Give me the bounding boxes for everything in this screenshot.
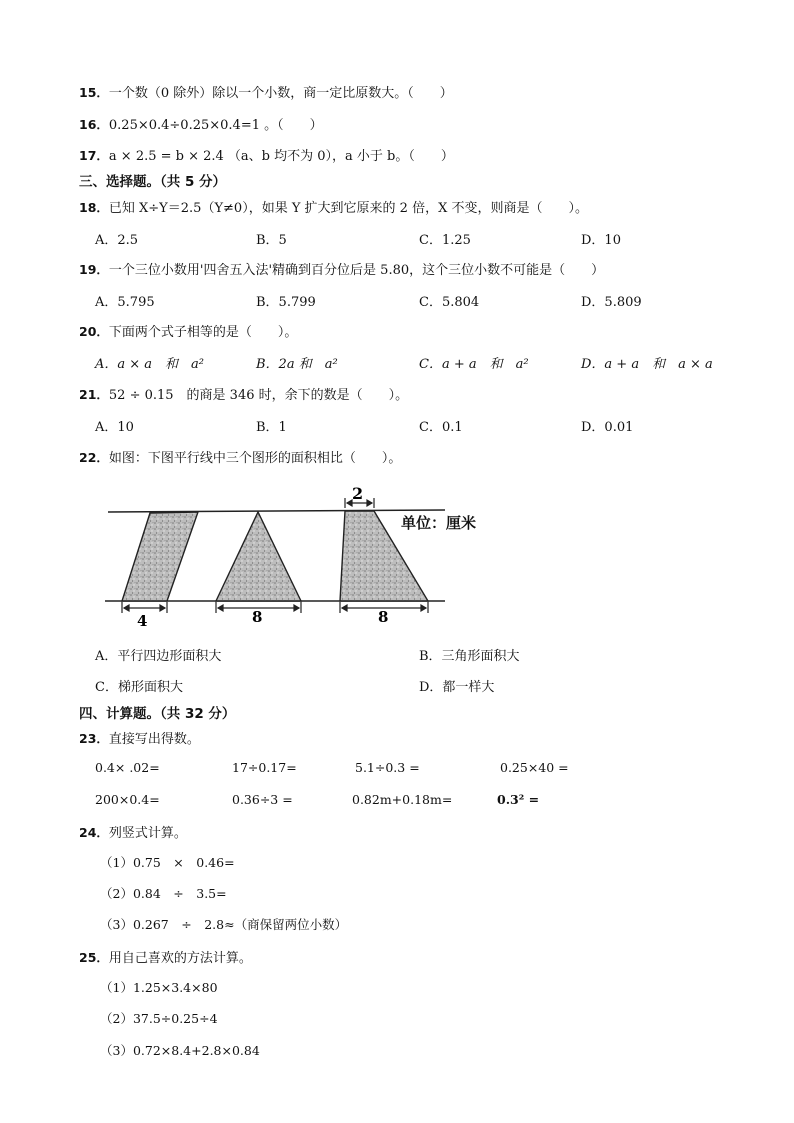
question-number: 20． <box>79 324 109 339</box>
calc-item: 17÷0.17= <box>232 760 297 775</box>
q21-option-c[interactable]: C．0.1 <box>419 420 463 435</box>
calc-item: 0.36÷3 = <box>232 792 293 807</box>
q19-option-a[interactable]: A．5.795 <box>95 295 155 310</box>
q18-option-c[interactable]: C．1.25 <box>419 233 471 248</box>
question-number: 23． <box>79 731 109 746</box>
q18-option-d[interactable]: D．10 <box>581 233 621 248</box>
q18-option-a[interactable]: A．2.5 <box>95 233 139 248</box>
dimension-label-parallelogram: 4 <box>137 612 148 630</box>
q22-option-a[interactable]: A．平行四边形面积大 <box>95 649 222 664</box>
question-number: 21． <box>79 387 109 402</box>
question-text: 如图：下图平行线中三个图形的面积相比（ ）。 <box>108 451 402 466</box>
question-19 <box>79 259 604 278</box>
calc-item: 0.25×40 = <box>500 760 569 775</box>
q22-option-b[interactable]: B．三角形面积大 <box>419 649 520 664</box>
q19-option-c[interactable]: C．5.804 <box>419 295 480 310</box>
question-25 <box>79 947 252 966</box>
question-text: 用自己喜欢的方法计算。 <box>108 951 252 966</box>
question-text: 下面两个式子相等的是（ ）。 <box>108 325 298 340</box>
q19-option-b[interactable]: B．5.799 <box>256 295 316 310</box>
vertical-calc-item: （1）0.75 × 0.46= <box>100 855 235 870</box>
parallelogram-shape <box>122 512 198 601</box>
q21-option-d[interactable]: D．0.01 <box>581 420 634 435</box>
q19-option-d[interactable]: D．5.809 <box>581 295 642 310</box>
calc-item: 5.1÷0.3 = <box>355 760 420 775</box>
question-16 <box>79 114 323 133</box>
calc-item: 200×0.4= <box>95 792 160 807</box>
dimension-label-top: 2 <box>352 484 364 503</box>
q21-option-b[interactable]: B．1 <box>256 420 287 435</box>
triangle-shape <box>216 512 301 601</box>
question-text: 0.25×0.4÷0.25×0.4=1 。（ ） <box>108 118 323 133</box>
question-17 <box>79 145 454 164</box>
question-number: 15． <box>79 85 109 100</box>
question-text: a × 2.5 = b × 2.4 （a、b 均不为 0），a 小于 b。（ ） <box>108 149 454 164</box>
vertical-calc-item: （3）0.267 ÷ 2.8≈（商保留两位小数） <box>100 917 348 932</box>
q20-option-a[interactable]: A．a × a 和 a² <box>95 357 205 372</box>
parallel-lines-figure <box>100 480 460 630</box>
question-text: 列竖式计算。 <box>108 826 187 841</box>
calc-item: 0.82m+0.18m= <box>352 792 453 807</box>
q20-option-c[interactable]: C．a + a 和 a² <box>419 357 529 372</box>
q21-option-a[interactable]: A．10 <box>95 420 134 435</box>
question-text: 52 ÷ 0.15 的商是 346 时，余下的数是（ ）。 <box>108 388 409 403</box>
question-18 <box>79 197 588 216</box>
q22-option-c[interactable]: C．梯形面积大 <box>95 680 183 695</box>
q22-option-d[interactable]: D．都一样大 <box>419 680 495 695</box>
q20-option-d[interactable]: D．a + a 和 a × a <box>581 357 713 372</box>
free-calc-item: （1）1.25×3.4×80 <box>100 980 218 995</box>
calc-item: 0.4× .02= <box>95 760 160 775</box>
question-number: 16． <box>79 117 109 132</box>
question-number: 24． <box>79 825 109 840</box>
question-text: 一个三位小数用'四舍五入法'精确到百分位后是 5.80，这个三位小数不可能是（ ） <box>108 263 605 278</box>
question-number: 22． <box>79 450 109 465</box>
question-number: 17． <box>79 148 109 163</box>
vertical-calc-item: （2）0.84 ÷ 3.5= <box>100 886 227 901</box>
question-21 <box>79 384 408 403</box>
question-text: 已知 X÷Y＝2.5（Y≠0），如果 Y 扩大到它原来的 2 倍，X 不变，则商是（ ）。 <box>108 201 588 216</box>
question-text: 一个数（0 除外）除以一个小数，商一定比原数大。（ ） <box>108 86 453 101</box>
question-22 <box>79 447 401 466</box>
dimension-label-triangle: 8 <box>252 608 263 626</box>
question-number: 19． <box>79 262 109 277</box>
dimension-label-trapezoid: 8 <box>378 608 389 626</box>
free-calc-item: （3）0.72×8.4+2.8×0.84 <box>100 1043 260 1058</box>
top-parallel-line <box>108 510 445 512</box>
free-calc-item: （2）37.5÷0.25÷4 <box>100 1011 218 1026</box>
section-heading-choice: 三、选择题。（共 5 分） <box>79 174 227 190</box>
section-heading-calculation: 四、计算题。（共 32 分） <box>79 706 236 722</box>
question-number: 18． <box>79 200 109 215</box>
q18-option-b[interactable]: B．5 <box>256 233 287 248</box>
question-23 <box>79 728 200 747</box>
question-text: 直接写出得数。 <box>108 732 200 747</box>
question-20 <box>79 321 297 340</box>
question-24 <box>79 822 187 841</box>
question-15 <box>79 82 453 101</box>
unit-label: 单位：厘米 <box>401 514 477 532</box>
calc-item: 0.3² = <box>497 792 540 807</box>
q20-option-b[interactable]: B．2a 和 a² <box>256 357 338 372</box>
question-number: 25． <box>79 950 109 965</box>
